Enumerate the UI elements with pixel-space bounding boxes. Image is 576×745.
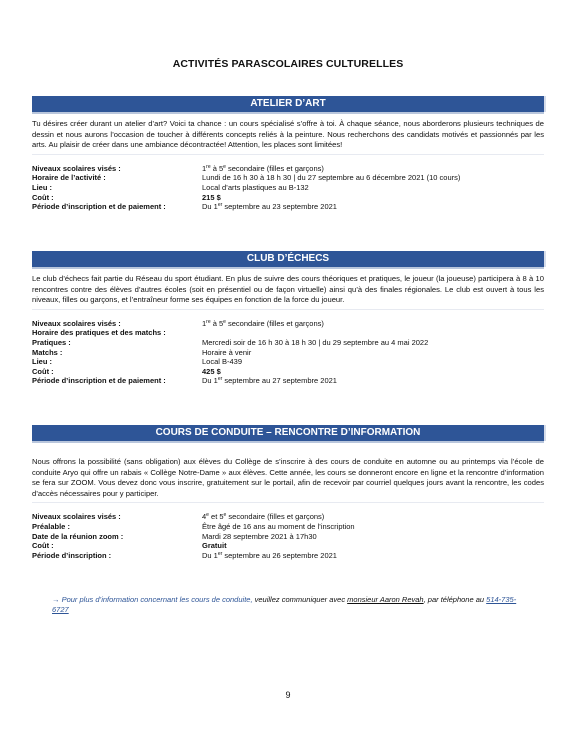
info-row: [32, 357, 544, 367]
info-value: Du 1er septembre au 26 septembre 2021: [202, 550, 337, 560]
divider: [32, 309, 544, 310]
info-label: Niveaux scolaires visés :: [32, 318, 121, 328]
info-row: [32, 367, 544, 377]
info-row: [32, 338, 544, 348]
info-value: Mardi 28 septembre 2021 à 17h30: [202, 531, 317, 541]
info-label: Matchs :: [32, 347, 63, 357]
info-label: Période d’inscription et de paiement :: [32, 202, 166, 212]
info-label: Niveaux scolaires visés :: [32, 512, 121, 522]
section-heading: ATELIER D’ART: [32, 96, 544, 112]
info-table: [32, 164, 544, 212]
info-label: Horaire de l’activité :: [32, 173, 106, 183]
page-number: 9: [285, 690, 291, 700]
section-description: Le club d’échecs fait partie du Réseau du sport étudiant. En plus de suivre des cours théoriques et pratiques, le joueur (la joueuse) participera à 8 à 10 rencontres contre des élèves d’autres écoles (soit en présentiel ou de façon virtuelle) ainsi qu’à des finales régionales. Le club est ouvert à tous les niveaux, filles ou garçons, et l’entraîneur forme ses équipes en fonction de la force du joueur.: [32, 274, 544, 305]
info-value: Horaire à venir: [202, 347, 252, 357]
info-label: Niveaux scolaires visés :: [32, 163, 121, 173]
arrow-icon: →: [52, 595, 60, 604]
info-row: [32, 202, 544, 212]
info-label: Horaire des pratiques et des matchs :: [32, 328, 166, 338]
info-value: Mercredi soir de 16 h 30 à 18 h 30 | du 29 septembre au 4 mai 2022: [202, 337, 429, 347]
info-table: [32, 319, 544, 386]
section-club-echecs: [32, 251, 544, 386]
note-text-2: , par téléphone au: [423, 595, 487, 604]
info-value: Local B-439: [202, 357, 243, 367]
info-value: Gratuit: [202, 541, 227, 551]
info-value: 1re à 5e secondaire (filles et garçons): [202, 163, 324, 173]
contact-name-link[interactable]: monsieur Aaron Revah: [347, 595, 424, 604]
note-lead: Pour plus d’information concernant les cours de conduite,: [59, 595, 253, 604]
info-row: [32, 551, 544, 561]
section-heading: CLUB D’ÉCHECS: [32, 251, 544, 267]
info-label: Pratiques :: [32, 337, 71, 347]
info-label: Lieu :: [32, 357, 52, 367]
info-value: 215 $: [202, 192, 221, 202]
info-label: Coût :: [32, 541, 54, 551]
info-row: [32, 522, 544, 532]
info-label: Préalable :: [32, 521, 70, 531]
info-label: Période d’inscription :: [32, 550, 112, 560]
info-row: [32, 376, 544, 386]
info-value: 4e et 5e secondaire (filles et garçons): [202, 512, 325, 522]
info-label: Coût :: [32, 366, 54, 376]
info-value: [202, 328, 544, 338]
info-row: [32, 164, 544, 174]
info-value: Lundi de 16 h 30 à 18 h 30 | du 27 septembre au 6 décembre 2021 (10 cours): [202, 173, 461, 183]
page-title: ACTIVITÉS PARASCOLAIRES CULTURELLES: [172, 58, 404, 70]
info-label: Coût :: [32, 192, 54, 202]
info-row: [32, 193, 544, 203]
info-row: [32, 328, 544, 338]
info-value: 1re à 5e secondaire (filles et garçons): [202, 318, 324, 328]
info-row: [32, 541, 544, 551]
info-label: Lieu :: [32, 182, 52, 192]
phone-link[interactable]: 514-735-6727: [52, 595, 517, 614]
info-row: [32, 348, 544, 358]
section-cours-conduite: [32, 425, 544, 560]
section-description: Tu désires créer durant un atelier d’art? Voici ta chance : un cours spécialisé s’offre à toi. À chaque séance, nous aborderons plusieurs techniques de dessin et nous aurons l’occasion de toucher à différents concepts reliés à la peinture. Nous recherchons des candidats motivés et passionnés par les arts. Au plaisir de créer dans une ambiance décontractée! Attention, les places sont limitées!: [32, 119, 544, 150]
divider: [32, 502, 544, 503]
section-atelier-art: [32, 96, 544, 212]
section-heading: COURS DE CONDUITE – RENCONTRE D’INFORMATION: [32, 425, 544, 441]
info-label: Date de la réunion zoom :: [32, 531, 124, 541]
info-value: Du 1er septembre au 23 septembre 2021: [202, 202, 337, 212]
note-text: veuillez communiquer avec: [252, 595, 348, 604]
info-row: [32, 183, 544, 193]
info-row: [32, 512, 544, 522]
info-table: [32, 512, 544, 560]
divider: [32, 154, 544, 155]
info-row: [32, 173, 544, 183]
info-value: Du 1er septembre au 27 septembre 2021: [202, 376, 337, 386]
contact-note: [52, 595, 522, 615]
info-value: 425 $: [202, 366, 221, 376]
info-row: [32, 532, 544, 542]
info-row: [32, 319, 544, 329]
info-label: Période d’inscription et de paiement :: [32, 376, 166, 386]
section-description: Nous offrons la possibilité (sans obligation) aux élèves du Collège de s’inscrire à des cours de conduite en automne ou au printemps via l’école de conduite Aryo qui offre un rabais « Collège Notre-Dame » aux élèves. Cette année, les cours se donneront encore en ligne et la rencontre d’information se fera sur ZOOM. Vous devez donc vous inscrire, gratuitement sur le portail, afin de recevoir par courriel quelques jours avant la rencontre, les codes d’accès nécessaires pour y participer.: [32, 457, 544, 498]
info-value: Être âgé de 16 ans au moment de l’inscription: [202, 521, 355, 531]
info-value: Local d’arts plastiques au B-132: [202, 182, 309, 192]
